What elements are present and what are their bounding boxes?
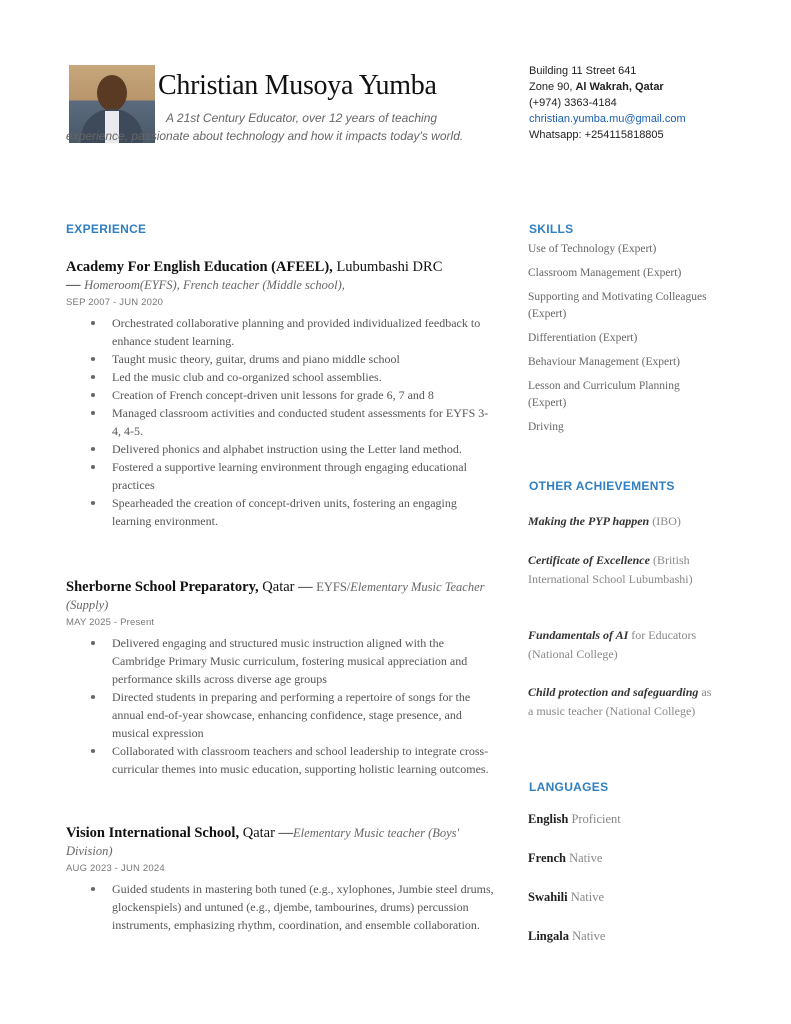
contact-block bbox=[529, 63, 686, 143]
skills-list bbox=[528, 241, 713, 443]
list-item: Use of Technology (Expert) bbox=[528, 243, 657, 255]
job-bullets bbox=[66, 634, 496, 778]
achievement-item: Fundamentals of AI for Educators (National College) bbox=[528, 628, 697, 661]
list-item: Orchestrated collaborative planning and provided individualized feedback to enhance student learning. bbox=[66, 314, 496, 350]
tagline: A 21st Century Educator, over 12 years of teaching experience, passionate about technology and how it impacts today's world. bbox=[66, 111, 464, 143]
language-item: Lingala Native bbox=[528, 929, 606, 943]
list-item: Taught music theory, guitar, drums and piano middle school bbox=[66, 350, 496, 368]
list-item: Lesson and Curriculum Planning (Expert) bbox=[528, 380, 680, 409]
whatsapp-number: Whatsapp: +254115818805 bbox=[529, 129, 664, 141]
experience-heading: EXPERIENCE bbox=[66, 222, 147, 236]
job-bullets bbox=[66, 314, 496, 530]
language-item: French Native bbox=[528, 851, 603, 865]
job-title: Sherborne School Preparatory, Qatar — EYFS/Elementary Music Teacher (Supply) bbox=[66, 579, 485, 612]
list-item: Supporting and Motivating Colleagues (Expert) bbox=[528, 291, 707, 320]
achievement-item: Child protection and safeguarding as a music teacher (National College) bbox=[528, 685, 712, 718]
job-dates: SEP 2007 - JUN 2020 bbox=[66, 297, 164, 308]
achievement-item: Certificate of Excellence (British International School Lubumbashi) bbox=[528, 553, 693, 586]
list-item: Managed classroom activities and conducted student assessments for EYFS 3-4, 4-5. bbox=[66, 404, 496, 440]
list-item: Delivered phonics and alphabet instruction using the Letter land method. bbox=[66, 440, 496, 458]
address-line-1: Building 11 Street 641 bbox=[529, 65, 637, 77]
list-item: Directed students in preparing and performing a repertoire of songs for the annual end-of-year showcase, enhancing confidence, stage presence, and musical expression bbox=[66, 688, 496, 742]
list-item: Fostered a supportive learning environment through engaging educational practices bbox=[66, 458, 496, 494]
list-item: Classroom Management (Expert) bbox=[528, 267, 682, 279]
candidate-name: Christian Musoya Yumba bbox=[158, 70, 437, 101]
job-title: Vision International School, Qatar —Elementary Music teacher (Boys' Division) bbox=[66, 825, 460, 858]
list-item: Driving bbox=[528, 421, 564, 433]
job-sherborne bbox=[66, 578, 496, 778]
list-item: Creation of French concept-driven unit lessons for grade 6, 7 and 8 bbox=[66, 386, 496, 404]
email-link[interactable]: christian.yumba.mu@gmail.com bbox=[529, 113, 686, 125]
job-bullets bbox=[66, 880, 496, 934]
achievement-item: Making the PYP happen (IBO) bbox=[528, 514, 681, 528]
job-vision bbox=[66, 824, 496, 934]
list-item: Guided students in mastering both tuned (e.g., xylophones, Jumbie steel drums, glockenspiels) and untuned (e.g., djembe, tambourines, drums) percussion instruments, emphasizing rhythm, coordination, and ensemble collaboration. bbox=[66, 880, 496, 934]
list-item: Behaviour Management (Expert) bbox=[528, 356, 680, 368]
job-afeel bbox=[66, 258, 496, 530]
language-item: Swahili Native bbox=[528, 890, 605, 904]
languages-heading: LANGUAGES bbox=[529, 780, 609, 794]
job-dates: MAY 2025 - Present bbox=[66, 617, 155, 628]
skills-heading: SKILLS bbox=[529, 222, 574, 236]
achievements-heading: OTHER ACHIEVEMENTS bbox=[529, 479, 675, 493]
language-item: English Proficient bbox=[528, 812, 621, 826]
list-item: Delivered engaging and structured music instruction aligned with the Cambridge Primary Music curriculum, fostering musical appreciation and performance skills across diverse age groups bbox=[66, 634, 496, 688]
list-item: Collaborated with classroom teachers and school leadership to integrate cross-curricular themes into music education, supporting holistic learning outcomes. bbox=[66, 742, 496, 778]
phone-number: (+974) 3363-4184 bbox=[529, 97, 617, 109]
job-dates: AUG 2023 - JUN 2024 bbox=[66, 863, 165, 874]
list-item: Led the music club and co-organized school assemblies. bbox=[66, 368, 496, 386]
list-item: Differentiation (Expert) bbox=[528, 332, 638, 344]
list-item: Spearheaded the creation of concept-driven units, fostering an engaging learning environment. bbox=[66, 494, 496, 530]
address-line-2: Zone 90, Al Wakrah, Qatar bbox=[529, 81, 664, 93]
job-title: Academy For English Education (AFEEL), Lubumbashi DRC — Homeroom(EYFS), French teacher (Middle school), bbox=[66, 259, 443, 293]
